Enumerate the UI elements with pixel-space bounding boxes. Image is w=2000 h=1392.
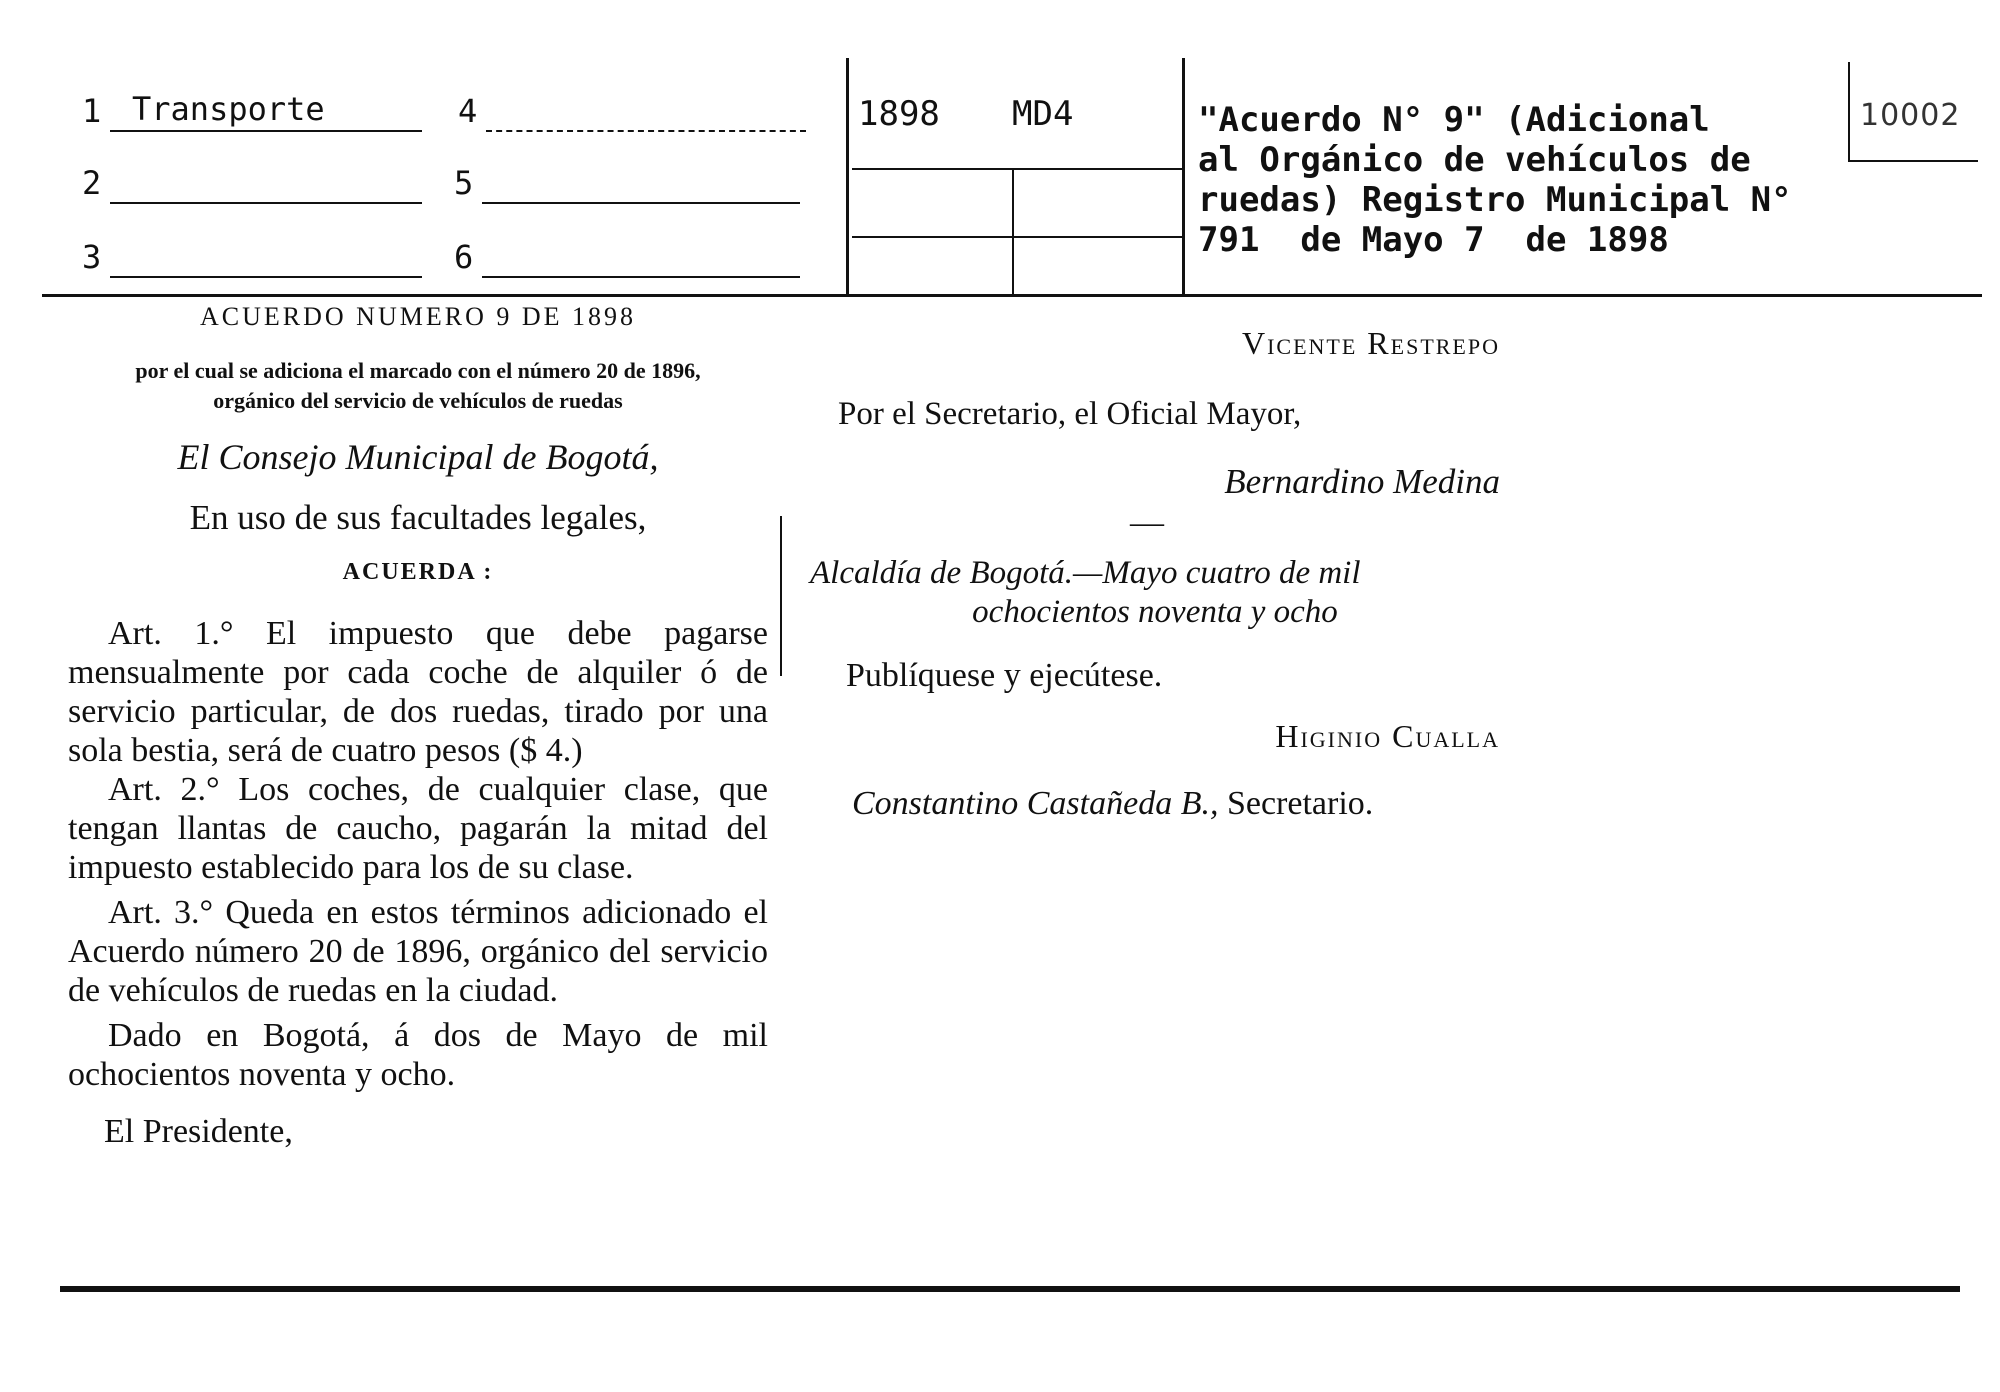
category-3	[82, 238, 110, 276]
secretary-signature	[810, 784, 1500, 823]
header-separator	[42, 294, 1982, 297]
card-code: MD4	[1012, 94, 1074, 134]
column-divider	[780, 516, 782, 676]
acuerda-heading: ACUERDA :	[342, 559, 494, 585]
article-1: Art. 1.° El impuesto que debe pagarse mensualmente por cada coche de alquiler ó de servicio particular, de dos ruedas, tirado por una sola bestia, será de cuatro pesos ($ 4.)	[68, 615, 768, 769]
code-box-divider	[852, 236, 1182, 238]
council-heading: El Consejo Municipal de Bogotá,	[177, 437, 659, 477]
category-6	[454, 238, 482, 276]
article-2: Art. 2.° Los coches, de cualquier clase, que tengan llantas de caucho, pagarán la mitad del impuesto establecido para los de su clase.	[68, 771, 768, 886]
code-box-right-border	[1182, 58, 1185, 294]
category-number: 3	[82, 238, 102, 276]
category-number: 4	[458, 92, 478, 130]
decree-left-column	[68, 302, 768, 1151]
category-value: Transporte	[132, 90, 325, 128]
bottom-border	[60, 1286, 1960, 1292]
alcaldia-line-2: ochocientos noventa y ocho	[972, 594, 1338, 630]
stamp-box-left-border	[1848, 62, 1850, 162]
separator-dash: —	[1130, 504, 1164, 541]
category-1	[82, 90, 325, 130]
signer-restrepo: Vicente Restrepo	[1241, 325, 1500, 361]
decree-subtitle-1: por el cual se adiciona el marcado con el número 20 de 1896,	[135, 358, 701, 383]
archive-number: 10002	[1860, 98, 1961, 133]
category-line	[110, 130, 422, 132]
given-line: Dado en Bogotá, á dos de Mayo de mil ochocientos noventa y ocho.	[68, 1017, 768, 1093]
category-number: 5	[454, 164, 474, 202]
category-number: 1	[82, 92, 102, 130]
card-description: "Acuerdo N° 9" (Adicional al Orgánico de vehículos de ruedas) Registro Municipal N° 791 de Mayo 7 de 1898	[1198, 100, 1792, 260]
secretary-title: Secretario.	[1218, 785, 1374, 822]
category-number: 6	[454, 238, 474, 276]
code-box-split	[1012, 170, 1014, 294]
stamp-box-bottom-border	[1848, 160, 1978, 162]
category-line	[482, 276, 800, 278]
president-line: El Presidente,	[104, 1113, 293, 1150]
code-box-left-border	[846, 58, 849, 294]
card-year: 1898	[858, 94, 940, 134]
secretary-name: Constantino Castañeda B.,	[852, 785, 1219, 822]
alcaldia-line-1: Alcaldía de Bogotá.—Mayo cuatro de mil	[810, 555, 1361, 591]
decree-subtitle-2: orgánico del servicio de vehículos de ruedas	[213, 388, 623, 413]
category-5	[454, 164, 482, 202]
category-line	[110, 202, 422, 204]
category-line	[110, 276, 422, 278]
decree-right-column	[810, 324, 1500, 823]
category-line	[482, 202, 800, 204]
decree-heading: ACUERDO NUMERO 9 DE 1898	[200, 302, 636, 331]
signer-cualla: Higinio Cualla	[1275, 718, 1500, 754]
category-2	[82, 164, 110, 202]
secretary-line: Por el Secretario, el Oficial Mayor,	[838, 396, 1302, 432]
category-number: 2	[82, 164, 102, 202]
category-4	[458, 92, 486, 130]
code-box-divider	[852, 168, 1182, 170]
publish-line: Publíquese y ejecútese.	[846, 657, 1163, 694]
signer-medina: Bernardino Medina	[1224, 462, 1500, 501]
article-3: Art. 3.° Queda en estos términos adicionado el Acuerdo número 20 de 1896, orgánico del servicio de vehículos de ruedas en la ciudad.	[68, 894, 768, 1009]
powers-line: En uso de sus facultades legales,	[189, 498, 647, 537]
category-line	[486, 130, 806, 132]
